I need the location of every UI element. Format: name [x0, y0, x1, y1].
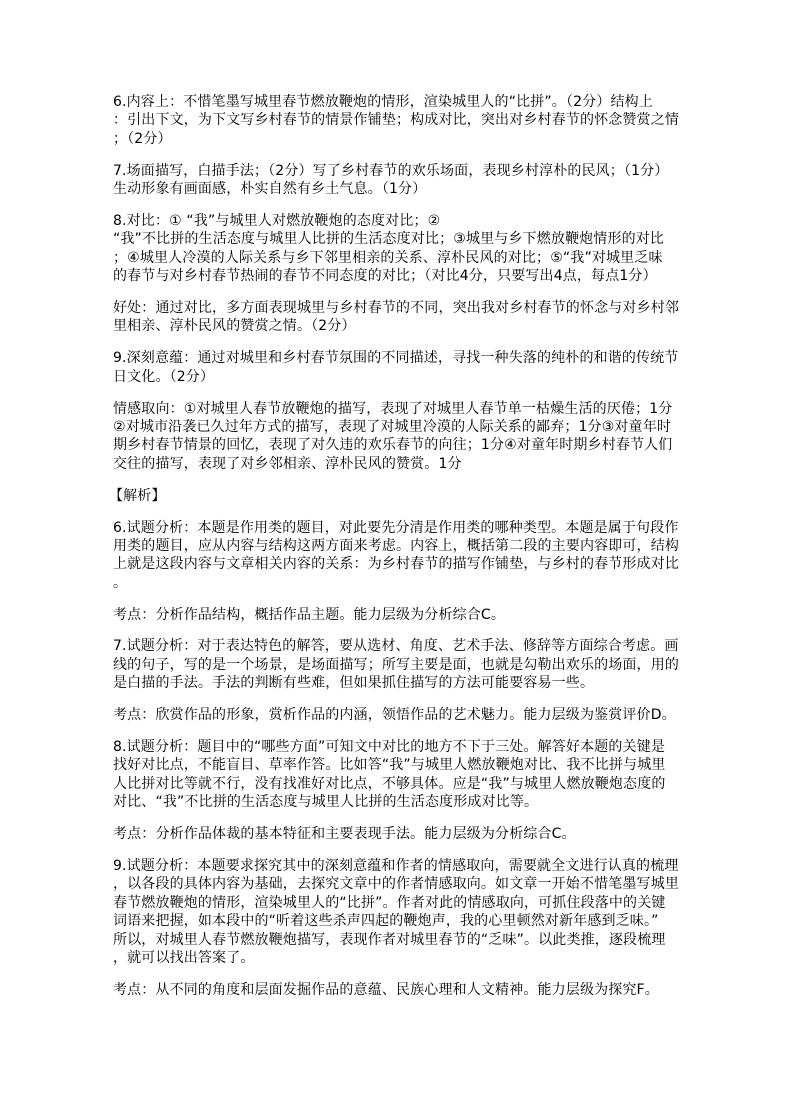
text-line: 词语来把握，如本段中的“听着这些杀声四起的鞭炮声，我的心里顿然对新年感到乏味。”	[113, 913, 659, 930]
text-line: 交往的描写，表现了对乡邻相亲、淳朴民风的赞赏。1分	[113, 455, 462, 472]
text-line: ；（2分）	[113, 130, 172, 147]
text-line: 考点：分析作品结构，概括作品主题。能力层级为分析综合C。	[113, 606, 505, 623]
text-line: 找好对比点，不能盲目、草率作答。比如答“我”与城里人燃放鞭炮对比、我不比拼与城里	[113, 757, 666, 774]
text-line: 9.深刻意蕴：通过对城里和乡村春节氛围的不同描述，寻找一种失落的纯朴的和谐的传统节	[113, 350, 679, 367]
text-line: ②对城市沿袭已久过年方式的描写，表现了对城里冷漠的人际关系的鄙弃；1分③对童年时	[113, 418, 672, 435]
text-line: 生动形象有画面感，朴实自然有乡土气息。（1分）	[113, 181, 427, 198]
text-line: ，就可以找出答案了。	[113, 949, 255, 966]
analysis-heading	[109, 487, 683, 505]
analysis-section	[113, 519, 683, 1000]
text-line: 用类的题目，应从内容与结构这两方面来考虑。内容上，概括第二段的主要内容即可，结构	[113, 537, 679, 554]
text-line: 里相亲、淳朴民风的赞赏之情。（2分）	[113, 318, 356, 335]
text-line: 7.试题分析：对于表达特色的解答，要从选材、角度、艺术手法、修辞等方面综合考虑。画	[113, 638, 679, 655]
text-line: 所以，对城里人春节燃放鞭炮描写，表现作者对城里春节的“乏味”。以此类推，逐段梳理	[113, 931, 666, 948]
analysis-paragraph	[113, 981, 683, 999]
text-line: ，以各段的具体内容为基础，去探究文章中的作者情感取向。如文章一开始不惜笔墨写城里	[113, 876, 679, 893]
analysis-paragraph	[113, 519, 683, 593]
text-line: ：引出下文，为下文写乡村春节的情景作铺垫；构成对比，突出对乡村春节的怀念赞赏之情	[113, 112, 679, 129]
analysis-heading-text: 【解析】	[109, 487, 166, 504]
text-line: 6.试题分析：本题是作用类的题目，对此要先分清是作用类的哪种类型。本题是属于句段作	[113, 519, 679, 536]
text-line: 情感取向：①对城里人春节放鞭炮的描写，表现了对城里人春节单一枯燥生活的厌倦；1分	[113, 400, 673, 417]
text-line: 上就是这段内容与文章相关内容的关系：为乡村春节的描写作铺垫，与乡村的春节形成对比	[113, 556, 679, 573]
text-line: 。	[113, 574, 128, 591]
analysis-paragraph	[113, 637, 683, 692]
document-body	[109, 93, 683, 1013]
text-line: ；④城里人冷漠的人际关系与乡下邻里相亲的关系、淳朴民风的对比；⑤“我”对城里乏味	[113, 249, 663, 266]
text-line: 人比拼对比等就不行，没有找准好对比点，不够具体。应是“我”与城里人燃放鞭炮态度的	[113, 775, 666, 792]
answer-paragraph	[113, 212, 683, 286]
text-line: 对比、“我”不比拼的生活态度与城里人比拼的生活态度形成对比等。	[113, 794, 539, 811]
answer-paragraph	[113, 93, 683, 148]
text-line: 线的句子，写的是一个场景，是场面描写；所写主要是面，也就是勾勒出欢乐的场面，用的	[113, 656, 679, 673]
analysis-paragraph	[113, 857, 683, 967]
analysis-paragraph	[113, 825, 683, 843]
answer-paragraph	[113, 162, 683, 199]
text-line: 8.对比：① “我”与城里人对燃放鞭炮的态度对比；②	[113, 212, 441, 229]
answers-section	[113, 93, 683, 473]
answer-paragraph	[113, 400, 683, 474]
text-line: 好处：通过对比，多方面表现城里与乡村春节的不同，突出我对乡村春节的怀念与对乡村邻	[113, 300, 679, 317]
text-line: 是白描的手法。手法的判断有些难，但如果抓住描写的方法可能要容易一些。	[113, 675, 595, 692]
text-line: “我”不比拼的生活态度与城里人比拼的生活态度对比；③城里与乡下燃放鞭炮情形的对比	[113, 231, 665, 248]
answer-paragraph	[113, 299, 683, 336]
text-line: 7.场面描写，白描手法；（2分）写了乡村春节的欢乐场面，表现乡村淳朴的民风；（1分）	[113, 162, 669, 179]
text-line: 日文化。（2分）	[113, 368, 215, 385]
text-line: 考点：分析作品体裁的基本特征和主要表现手法。能力层级为分析综合C。	[113, 826, 576, 843]
text-line: 期乡村春节情景的回忆，表现了对久违的欢乐春节的向往；1分④对童年时期乡村春节人们	[113, 437, 673, 454]
text-line: 考点：从不同的角度和层面发掘作品的意蕴、民族心理和人文精神。能力层级为探究F。	[113, 981, 659, 998]
analysis-paragraph	[113, 606, 683, 624]
text-line: 6.内容上：不惜笔墨写城里春节燃放鞭炮的情形，渲染城里人的“比拼”。（2分）结构上	[113, 94, 653, 110]
text-line: 的春节与对乡村春节热闹的春节不同态度的对比；（对比4分，只要写出4点，每点1分）	[113, 268, 657, 285]
text-line: 9.试题分析：本题要求探究其中的深刻意蕴和作者的情感取向，需要就全文进行认真的梳理	[113, 858, 679, 874]
text-line: 8.试题分析：题目中的“哪些方面”可知文中对比的地方不下于三处。解答好本题的关键是	[113, 739, 666, 756]
analysis-paragraph	[113, 706, 683, 724]
analysis-paragraph	[113, 738, 683, 812]
text-line: 考点：欣赏作品的形象，赏析作品的内涵，领悟作品的艺术魅力。能力层级为鉴赏评价D。	[113, 707, 676, 724]
text-line: 春节燃放鞭炮的情形，渲染城里人的“比拼”。作者对此的情感取向，可抓住段落中的关键	[113, 894, 666, 911]
answer-paragraph	[113, 349, 683, 386]
